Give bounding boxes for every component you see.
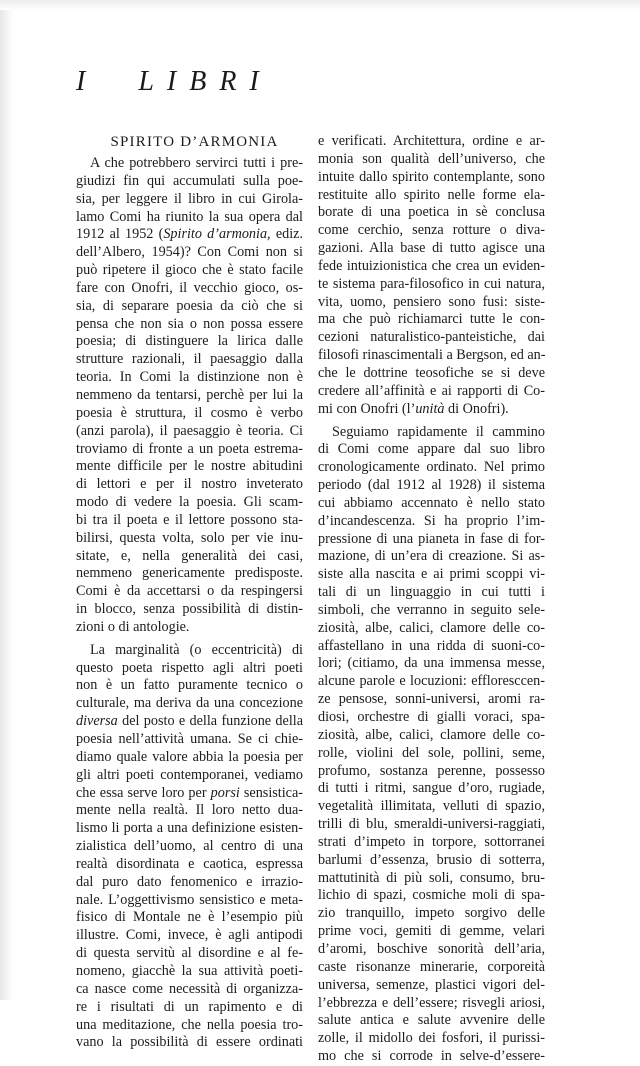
text-line: filosofi rinascimentali a Bergson, ed an- — [318, 347, 545, 364]
text-line: gli altri poeti contemporanei, vediamo — [76, 766, 303, 783]
section-title: I LIBRI — [76, 66, 272, 97]
text-line: trilli di blu, smeraldi-universi-raggiati, — [318, 816, 545, 833]
text-line: mo che si corrode in selve-d’essere- — [318, 1048, 545, 1065]
text-line: monia son qualità dell’universo, che — [318, 150, 545, 167]
text-line: troviamo di fronte a un poeta estrema- — [76, 440, 303, 457]
text-line — [76, 713, 303, 731]
text-line: fede intuizionistica che crea un eviden- — [318, 257, 545, 274]
text-line: pressione di una pianeta in fase di for- — [318, 530, 545, 547]
text-line: l’ebbrezza e dell’essere; risvegli ariosi, — [318, 994, 545, 1011]
text-segment: sensistica- — [239, 784, 303, 801]
text-line: siste alla nascita e ai primi scoppi vi- — [318, 566, 545, 583]
text-line: di tutti i ritmi, sangue d’oro, rugiade, — [318, 780, 545, 797]
text-line: cui abbiamo accennato è nello stato — [318, 494, 545, 511]
text-line: culturale, ma deriva da una concezione — [76, 695, 303, 712]
text-line: poesia è struttura, il cosmo è verbo — [76, 404, 303, 421]
text-line: mente difficile per le nostre abitudini — [76, 458, 303, 475]
left-column — [76, 132, 303, 1052]
text-line: una meditazione, che nella poesia tro- — [76, 1016, 303, 1033]
text-line: restituite allo spirito nelle forme ela- — [318, 186, 545, 203]
text-segment: che essa serve loro per — [76, 784, 211, 801]
text-line: borate di una poetica in sè conclusa — [318, 204, 545, 221]
text-line: rolle, violini del sole, pollini, seme, — [318, 744, 545, 761]
text-line: diosi, orchestre di gialli voraci, spa- — [318, 709, 545, 725]
text-line: vano la possibilità di essere ordinati — [76, 1034, 303, 1051]
text-line: fare con Onofri, il vecchio gioco, os- — [76, 279, 303, 296]
text-line: dal puro dato fenomenico e irrazio- — [76, 873, 303, 890]
text-line: Comi è da accettarsi o da respingersi — [76, 583, 303, 600]
text-line: Seguiamo rapidamente il cammino — [332, 423, 545, 440]
text-line: caste risonanze minerarie, corporeità — [318, 958, 545, 975]
text-line: periodo (dal 1912 al 1928) il sistema — [318, 477, 545, 494]
text-line — [76, 226, 303, 244]
text-line: mente nella realtà. Il loro netto dua- — [76, 802, 303, 819]
text-line: zioni o di antologie. — [76, 618, 190, 635]
text-line: La marginalità (o eccentricità) di — [90, 641, 303, 658]
text-line: nemmeno da tentarsi, perchè per lui la — [76, 386, 303, 403]
text-line: profumo, sostanza perenne, possesso — [318, 762, 545, 779]
text-line: sia, per leggere il libro in cui Girola- — [76, 190, 303, 207]
text-line: cezioni naturalistico-panteistiche, dai — [318, 329, 545, 346]
text-line: di lettori e per il nostro inveterato — [76, 476, 303, 493]
text-line: illustre. Comi, invece, è agli antipodi — [76, 927, 303, 944]
text-line: di questa servitù al disordine e al fe- — [76, 945, 303, 962]
text-line: ca nasce come necessità di organizza- — [76, 980, 303, 997]
text-line: poesia nell’attività umana. Se ci chie- — [76, 731, 303, 747]
text-line: gazioni. Alla base di tutto agisce una — [318, 240, 545, 257]
text-line: re i risultati di un rapimento e di — [76, 998, 303, 1015]
right-column — [318, 133, 545, 1066]
text-line: nale. L’oggettivismo sensistico e meta- — [76, 891, 303, 908]
text-line: vegetalità illimitata, velluti di spazio, — [318, 798, 545, 815]
text-line: vita, uomo, pensiero sono fusi: siste- — [318, 293, 545, 310]
text-line: fisico di Montale ne è l’esempio più — [76, 909, 303, 926]
text-line: mattutinità di più soli, consumo, bru- — [318, 869, 545, 886]
text-line: simboli, che verranno in seguito sele- — [318, 601, 545, 618]
text-segment: di Onofri). — [444, 400, 509, 417]
left-column-body — [76, 155, 303, 1052]
text-line: A che potrebbero servirci tutti i pre- — [90, 155, 303, 171]
text-line: sia, di separare poesia da ciò che si — [76, 297, 303, 314]
text-line: salute antica e salute avvenire delle — [318, 1012, 545, 1029]
text-line: alcune parole e locuzioni: effloresccen- — [318, 673, 545, 690]
text-line: non è un fatto puramente tecnico o — [76, 677, 303, 694]
text-line: dell’Albero, 1954)? Con Comi non si — [76, 244, 303, 261]
text-line: diamo quale valore abbia la poesia per — [76, 748, 303, 765]
text-segment: mi con Onofri (l’ — [318, 400, 416, 417]
text-line: lichio di spazi, cosmiche moli di spa- — [318, 887, 545, 904]
text-line: bilirsi, questa volta, solo per vie inu- — [76, 529, 303, 546]
text-line: che le dottrine teosofiche se si deve — [318, 364, 545, 381]
text-line: come cerchio, senza rotture o diva- — [318, 222, 545, 239]
text-line: sitate, e, nella generalità dei casi, — [76, 547, 303, 564]
text-segment: ediz. — [270, 226, 303, 243]
text-line: te sistema para-filosofico in cui natura, — [318, 275, 545, 292]
text-line: credere all’affinità e ai rapporti di Co- — [318, 382, 545, 399]
scan-edge-left — [0, 0, 14, 1000]
text-line: modo di vedere la poesia. Gli scam- — [76, 494, 303, 511]
text-line: affastellano in una ridda di suoni-co- — [318, 637, 545, 654]
text-line: e verificati. Architettura, ordine e ar- — [318, 133, 545, 149]
text-line: (anzi parola), il paesaggio è teoria. Ci — [76, 422, 303, 439]
text-line: lismo li porta a una definizione esisten- — [76, 820, 303, 837]
text-line: tali di un linguaggio in cui tutti i — [318, 584, 545, 601]
text-line: lamo Comi ha riunito la sua opera dal — [76, 208, 303, 225]
scan-edge-top — [0, 0, 640, 10]
text-line: ze pensose, sonni-universi, aromi ra- — [318, 691, 545, 708]
text-line: mazione, di un’era di creazione. Si as- — [318, 548, 545, 565]
text-line: poesia; di distinguere la lirica dalle — [76, 333, 303, 350]
text-line: zio tranquillo, impeto sorgivo delle — [318, 905, 545, 922]
italic-title: unità — [415, 400, 445, 417]
text-line: intuite dallo spirito contemplante, sono — [318, 168, 545, 185]
text-line: in blocco, senza possibilità di distin- — [76, 601, 303, 618]
text-line: ziosità, albe, calici, clamore delle co- — [318, 619, 545, 636]
text-line: zolle, il midollo dei fosfori, il purissi- — [318, 1030, 545, 1047]
text-line: teoria. In Comi la distinzione non è — [76, 369, 303, 386]
text-line: giudizi fin qui accumulati sulla poe- — [76, 172, 303, 189]
text-line: zialistica dell’uomo, al centro di una — [76, 838, 303, 855]
text-line: pensa che non sia o non possa essere — [76, 315, 303, 332]
text-line: bi tra il poeta e il lettore possono sta- — [76, 511, 303, 528]
text-line: strati d’impeto in torpore, sottorranei — [318, 833, 545, 850]
text-line: può ripetere il gioco che è stato facile — [76, 262, 303, 279]
text-segment: 1912 al 1952 ( — [76, 226, 164, 243]
text-line: strutture razionali, il paesaggio dalla — [76, 351, 303, 368]
text-line: barlumi d’essenza, brusio di sotterra, — [318, 851, 545, 868]
text-line — [318, 401, 545, 419]
right-column-body — [318, 133, 545, 1066]
italic-title: Spirito d’armonia, — [163, 226, 271, 243]
text-line: ziosità, albe, calici, clamore delle co- — [318, 726, 545, 743]
text-line: nomeno, giacchè la sua attività poeti- — [76, 962, 303, 979]
text-line: prime voci, gemiti di gemme, velari — [318, 923, 545, 940]
text-line: questo poeta rispetto agli altri poeti — [76, 659, 303, 676]
text-line: cronologicamente ordinato. Nel primo — [318, 459, 545, 476]
article-title: SPIRITO D’ARMONIA — [110, 134, 279, 150]
text-line: realtà disordinata e caotica, espressa — [76, 855, 303, 872]
text-line: universa, semenze, plastici vigori del- — [318, 976, 545, 993]
text-line — [76, 785, 303, 803]
italic-title: diversa — [76, 713, 118, 730]
text-line: d’aromi, boschive sonorità dell’aria, — [318, 940, 545, 957]
text-segment: del posto e della funzione della — [117, 713, 303, 730]
text-line: d’incandescenza. Si ha proprio l’im- — [318, 512, 545, 529]
text-line: lori; (citiamo, da una immensa messe, — [318, 655, 545, 672]
italic-title: porsi — [210, 784, 240, 801]
text-line: ma che può richiamarci tutte le con- — [318, 311, 545, 328]
text-line: nemmeno genericamente predisposte. — [76, 565, 303, 582]
text-line: di Comi come appare dal suo libro — [318, 441, 545, 458]
